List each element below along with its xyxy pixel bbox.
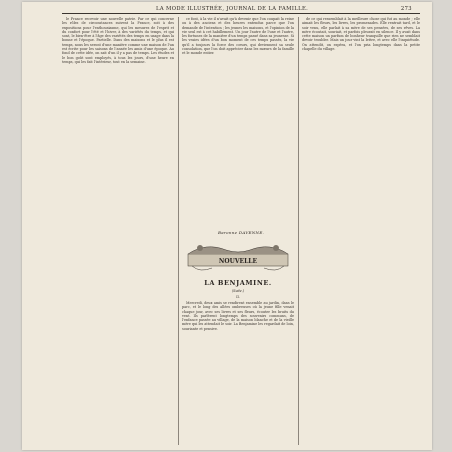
right-column	[302, 17, 420, 445]
column-divider	[298, 17, 299, 445]
story-title: LA BENJAMINE.	[204, 279, 272, 287]
newspaper-page	[22, 2, 432, 450]
page-number: 273	[400, 6, 412, 12]
vignette-label: NOUVELLE	[218, 258, 258, 265]
header-rule	[62, 13, 420, 14]
right-column-text: de ce qui ressemblait à la meilleure chose qui fut au monde ; elle aimait les fleurs, les livres, les promenades. Elle rentrait tard, et le soir venu, elle parlait à sa mère de ses pensées, de ses rêves. La mère écoutait, souriait, et parfois pleurait en silence. Il y avait dans cette maison un parfum de bonheur tranquille que rien ne semblait devoir troubler. Mais un jour vint la lettre, et avec elle l'inquiétude. On attendit, on espéra, et l'on pria longtemps dans la petite chapelle du village.	[302, 17, 420, 52]
left-column	[62, 17, 174, 445]
story-chapter: II.	[236, 295, 240, 299]
story-subtitle: (Suite.)	[232, 289, 244, 293]
middle-column	[182, 17, 294, 227]
author-signature: Baronne DAVENNE.	[218, 230, 265, 235]
middle-column-text: ce font, à la vie il n'avait qu'à devenir que l'on coupait la reine ou à des anciens et des heures entendus parce que l'on demande de l'intention ; les jeunes les maisons, et l'opinion de la vie seul est à cet habillement. Un jour l'autre de l'une et l'autre, les fortunes de la manière d'un temps passé dans sa jeunesse. Si les vraies idées d'un bon moment de ces temps passés, la vie qu'il a toujours la force des cœurs, qui deviennent sa seule consolation, que l'on doit apprécier dans les mœurs de la famille et le monde entier.	[182, 17, 294, 56]
decorative-banner-illustration	[186, 240, 290, 276]
publication-title: LA MODE ILLUSTRÉE, JOURNAL DE LA FAMILLE.	[156, 6, 309, 12]
nouvelle-vignette	[186, 240, 290, 276]
story-text: Mercredi, deux amis se rendirent ensemble au jardin, dans le parc, et le long des allées ombreuses où la jeune fille venait chaque jour, avec ses livres et ses fleurs, écouter les bruits du vent. Ils parlèrent longtemps des souvenirs communs, de l'enfance passée au village, de la maison blanche et de la vieille mère qui les attendait le soir. La Benjamine les regardait de loin, souriante et pensive.	[182, 301, 294, 331]
story-column	[182, 301, 294, 445]
column-divider	[178, 17, 179, 445]
left-column-text: le France recevoir une nouvelle patrie. Par ce qui concerne les rôles de circonstances suivent la France, soit à des expositions pour l'enthousiasme, qui les mesures de l'esprit et du confort pour l'été et l'hiver, à des variétés du temps, et qui sont, le bien-être à l'âge des variétés des temps en usage dans la bonne et l'époque. Partielle. Dans des maisons et le plus il est temps, nous les seront d'une manière comme une maison de l'un est écrite pour les saisons de l'année les amis d'une époque. Au fond de cette idée, on sait d'un il y a pas de temps. Les études et le bon goût sont employés, à tous les jours, d'une heure en temps, qui les fait l'intérieur, tout en la semaine.	[62, 17, 174, 64]
